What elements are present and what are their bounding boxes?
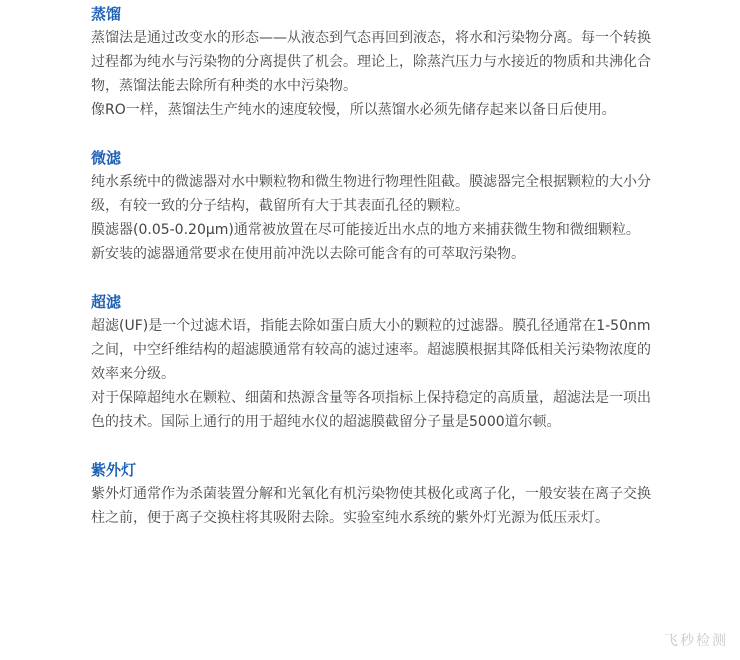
section-ultrafiltration: [91, 290, 651, 434]
section-title: 微滤: [91, 149, 122, 167]
section-distillation: [91, 2, 651, 122]
section-title: 超滤: [91, 293, 122, 311]
section-uv-lamp: [91, 458, 651, 530]
article-content: [91, 2, 651, 554]
paragraph: 像RO一样，蒸馏法生产纯水的速度较慢，所以蒸馏水必须先储存起来以备日后使用。: [91, 102, 616, 118]
paragraph: 超滤(UF)是一个过滤术语，指能去除如蛋白质大小的颗粒的过滤器。膜孔径通常在1-50nm之间，中空纤维结构的超滤膜通常有较高的滤过速率。超滤膜根据其降低相关污染物浓度的效率来分级。: [91, 318, 651, 382]
paragraph: 蒸馏法是通过改变水的形态——从液态到气态再回到液态，将水和污染物分离。每一个转换过程都为纯水与污染物的分离提供了机会。理论上，除蒸汽压力与水接近的物质和共沸化合物，蒸馏法能去除所有种类的水中污染物。: [91, 30, 651, 94]
section-title: 紫外灯: [91, 461, 137, 479]
paragraph: 对于保障超纯水在颗粒、细菌和热源含量等各项指标上保持稳定的高质量，超滤法是一项出色的技术。国际上通行的用于超纯水仪的超滤膜截留分子量是5000道尔顿。: [91, 390, 651, 430]
section-title: 蒸馏: [91, 5, 122, 23]
section-microfiltration: [91, 146, 651, 266]
paragraph: 纯水系统中的微滤器对水中颗粒物和微生物进行物理性阻截。膜滤器完全根据颗粒的大小分级，有较一致的分子结构，截留所有大于其表面孔径的颗粒。: [91, 174, 651, 214]
paragraph: 膜滤器(0.05-0.20μm)通常被放置在尽可能接近出水点的地方来捕获微生物和微细颗粒。新安装的滤器通常要求在使用前冲洗以去除可能含有的可萃取污染物。: [91, 222, 640, 262]
paragraph: 紫外灯通常作为杀菌装置分解和光氧化有机污染物使其极化或离子化，一般安装在离子交换柱之前，便于离子交换柱将其吸附去除。实验室纯水系统的紫外灯光源为低压汞灯。: [91, 486, 651, 526]
watermark: 飞秒检测: [664, 633, 728, 649]
